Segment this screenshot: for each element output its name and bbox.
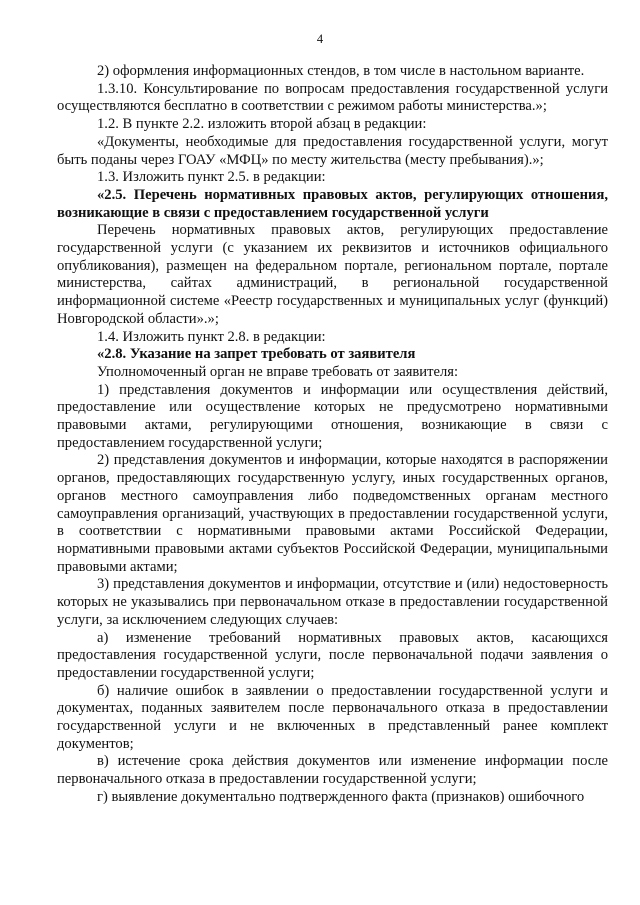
section-heading: «2.8. Указание на запрет требовать от заявителя	[97, 346, 416, 363]
document-body	[57, 63, 608, 807]
page-number: 4	[316, 32, 324, 46]
paragraph: «Документы, необходимые для предоставления государственной услуги, могут быть поданы через ГОАУ «МФЦ» по месту жительства (месту пребывания).»;	[57, 133, 608, 168]
paragraph: Уполномоченный орган не вправе требовать от заявителя:	[97, 363, 459, 380]
paragraph: 1.3. Изложить пункт 2.5. в редакции:	[97, 169, 326, 186]
list-item: 3) представления документов и информации, отсутствие и (или) недостоверность которых не указывались при первоначальном отказе в предоставлении государственной услуги, за исключением следующих случаев:	[57, 576, 608, 628]
list-item: 1) представления документов и информации или осуществления действий, предоставление или осуществление которых не предусмотрено нормативными правовыми актами, регулирующими отношения, возникающие в связи с предоставлением государственной услуги;	[57, 381, 608, 451]
sub-list-item: б) наличие ошибок в заявлении о предоставлении государственной услуги и документах, поданных заявителем после первоначального отказа в предоставлении государственной услуги и не включенных в представленный ранее комплект документов;	[57, 682, 608, 752]
paragraph: Перечень нормативных правовых актов, регулирующих предоставление государственной услуги (с указанием их реквизитов и источников официального опубликования), размещен на федеральном портале, региональном портале, портале министерства, сайтах администраций, в региональной государственной информационной системе «Реестр государственных и муниципальных услуг (функций) Новгородской области».»;	[57, 222, 608, 327]
sub-list-item: в) истечение срока действия документов или изменение информации после первоначального отказа в предоставлении государственной услуги;	[57, 753, 608, 788]
sub-list-item: а) изменение требований нормативных правовых актов, касающихся предоставления государственной услуги, после первоначальной подачи заявления о предоставлении государственной услуги;	[57, 629, 608, 681]
list-item: 2) представления документов и информации, которые находятся в распоряжении органов, предоставляющих государственную услугу, иных государственных органов, органов местного самоуправления либо подведомственных органам местного самоуправления организаций, участвующих в предоставлении государственной услуги, в соответствии с нормативными правовыми актами Российской Федерации, нормативными правовыми актами субъектов Российской Федерации, муниципальными правовыми актами;	[57, 452, 608, 575]
sub-list-item: г) выявление документально подтвержденного факта (признаков) ошибочного	[97, 788, 585, 805]
section-heading: «2.5. Перечень нормативных правовых актов, регулирующих отношения, возникающие в связи с предоставлением государственной услуги	[57, 186, 608, 221]
paragraph: 2) оформления информационных стендов, в том числе в настольном варианте.	[97, 63, 585, 79]
paragraph: 1.2. В пункте 2.2. изложить второй абзац в редакции:	[97, 116, 427, 133]
paragraph: 1.3.10. Консультирование по вопросам предоставления государственной услуги осуществляются бесплатно в соответствии с режимом работы министерства.»;	[57, 80, 608, 115]
paragraph: 1.4. Изложить пункт 2.8. в редакции:	[97, 328, 326, 345]
